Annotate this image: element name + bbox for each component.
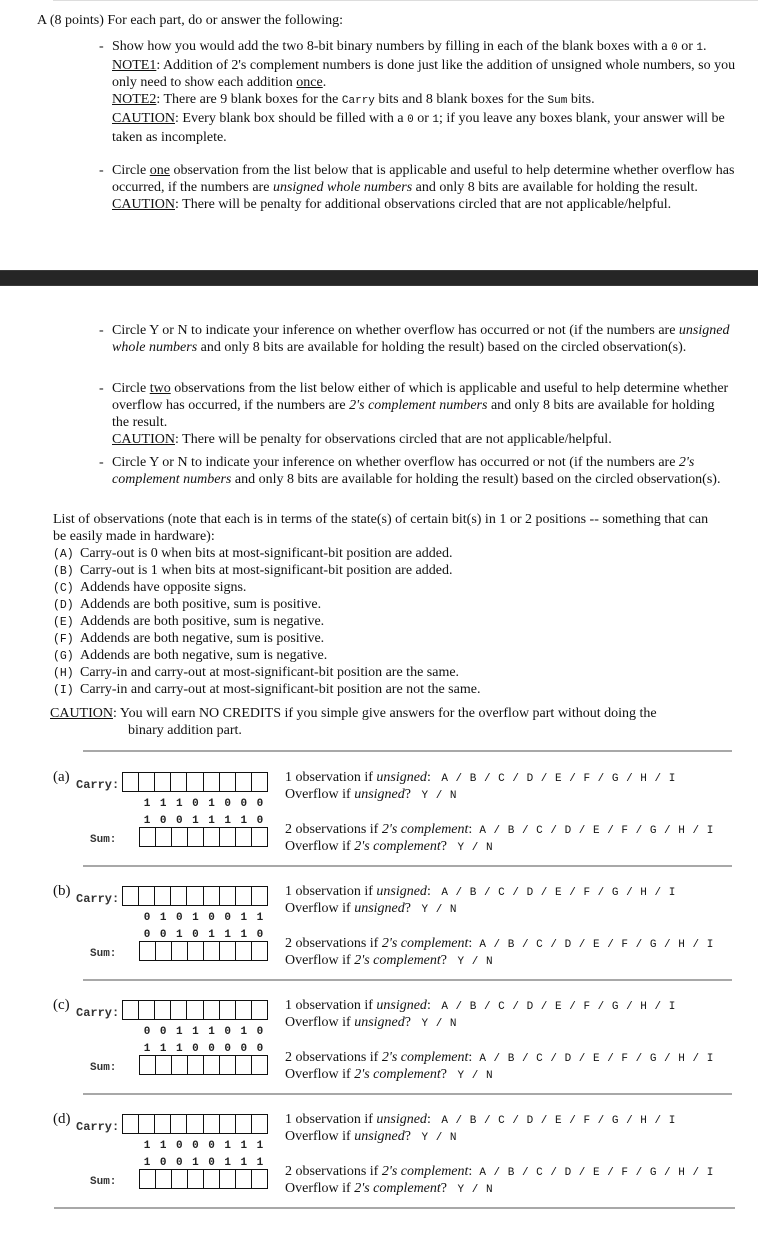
carry-box[interactable] [252, 773, 267, 791]
option-no[interactable]: N [449, 904, 458, 916]
sum-label: Sum: [90, 1176, 117, 1188]
option-b[interactable]: B [507, 939, 515, 951]
carry-box[interactable] [204, 773, 220, 791]
sum-label: Sum: [90, 948, 117, 960]
sum-boxes [139, 1169, 268, 1189]
carry-box[interactable] [139, 1115, 155, 1133]
option-no[interactable]: N [449, 1132, 458, 1144]
sum-box[interactable] [156, 1056, 172, 1074]
observations-intro: List of observations (note that each is in terms of the state(s) of certain bit(s) in 1 or 2 positions -- something that can be easily made in hardware): [53, 512, 709, 544]
unsigned-overflow-row: Overflow if unsigned? Y / N [285, 1129, 458, 1144]
carry-box[interactable] [204, 1115, 220, 1133]
carry-boxes [122, 772, 268, 792]
carry-box[interactable] [236, 887, 252, 905]
option-h[interactable]: H [678, 825, 686, 837]
twos-observation-row: 2 observations if 2's complement: A / B / C / D / E / F / G / H / I [285, 936, 714, 951]
option-e[interactable]: E [593, 825, 601, 837]
option-g[interactable]: G [649, 1053, 657, 1065]
option-h[interactable]: H [640, 1115, 648, 1127]
unsigned-observation-row: 1 observation if unsigned: A / B / C / D / E / F / G / H / I [285, 884, 676, 899]
bullet-dash: - [99, 39, 104, 54]
carry-box[interactable] [187, 887, 203, 905]
twos-overflow-row: Overflow if 2's complement? Y / N [285, 839, 494, 854]
sum-box[interactable] [236, 828, 252, 846]
option-a[interactable]: A [441, 1001, 449, 1013]
option-a[interactable]: A [441, 1115, 449, 1127]
option-i[interactable]: I [668, 1001, 676, 1013]
option-c[interactable]: C [498, 887, 506, 899]
observation-item-c: (C) Addends have opposite signs. [53, 580, 247, 595]
sum-boxes [139, 941, 268, 961]
option-f[interactable]: F [583, 1115, 591, 1127]
option-yes[interactable]: Y [457, 1070, 465, 1082]
sum-box[interactable] [220, 1170, 236, 1188]
divider-rule [54, 1207, 735, 1209]
option-f[interactable]: F [621, 1167, 629, 1179]
option-f[interactable]: F [583, 887, 591, 899]
problem-label: (a) [53, 769, 70, 785]
carry-label: Carry: [76, 892, 120, 906]
addend-2: 1 0 0 1 0 1 1 1 [143, 1157, 264, 1169]
option-i[interactable]: I [668, 773, 676, 785]
carry-box[interactable] [155, 887, 171, 905]
carry-box[interactable] [171, 773, 187, 791]
twos-observation-row: 2 observations if 2's complement: A / B / C / D / E / F / G / H / I [285, 1050, 714, 1065]
option-yes[interactable]: Y [421, 1018, 429, 1030]
option-i[interactable]: I [706, 1053, 714, 1065]
carry-box[interactable] [204, 1001, 220, 1019]
carry-box[interactable] [236, 1115, 252, 1133]
addend-1: 0 1 0 1 0 0 1 1 [143, 912, 264, 924]
option-f[interactable]: F [621, 825, 629, 837]
sum-label: Sum: [90, 1062, 117, 1074]
option-yes[interactable]: Y [457, 842, 465, 854]
unsigned-overflow-row: Overflow if unsigned? Y / N [285, 901, 458, 916]
caution-label: CAUTION [112, 197, 175, 212]
carry-box[interactable] [155, 1115, 171, 1133]
option-no[interactable]: N [449, 790, 458, 802]
carry-box[interactable] [220, 1115, 236, 1133]
observation-options: A / B / C / D / E / F / G / H / I [479, 1053, 714, 1065]
option-h[interactable]: H [640, 887, 648, 899]
sum-box[interactable] [172, 1170, 188, 1188]
sum-box[interactable] [236, 1170, 252, 1188]
option-h[interactable]: H [678, 939, 686, 951]
sum-box[interactable] [220, 942, 236, 960]
option-d[interactable]: D [526, 773, 534, 785]
problem-label: (c) [53, 997, 70, 1013]
carry-box[interactable] [155, 773, 171, 791]
carry-box[interactable] [220, 1001, 236, 1019]
twos-overflow-row: Overflow if 2's complement? Y / N [285, 1067, 494, 1082]
option-no[interactable]: N [485, 1184, 494, 1196]
instruction-bullet-3: - Circle Y or N to indicate your inference on whether overflow has occurred or not (if the numbers are unsigned whole numbers and only 8 bits are available for holding the result) based on the circled observation(s). [99, 323, 730, 355]
observation-item-a: (A) Carry-out is 0 when bits at most-significant-bit position are added. [53, 546, 453, 561]
option-i[interactable]: I [706, 939, 714, 951]
problem-c [0, 979, 758, 1093]
option-c[interactable]: C [498, 1115, 506, 1127]
twos-observation-row: 2 observations if 2's complement: A / B / C / D / E / F / G / H / I [285, 822, 714, 837]
option-g[interactable]: G [611, 1001, 619, 1013]
observation-item-i: (I) Carry-in and carry-out at most-significant-bit position are not the same. [53, 682, 481, 697]
option-h[interactable]: H [678, 1167, 686, 1179]
option-b[interactable]: B [469, 887, 477, 899]
option-i[interactable]: I [668, 887, 676, 899]
addend-2: 1 1 1 0 0 0 0 0 [143, 1043, 264, 1055]
carry-boxes [122, 1114, 268, 1134]
option-c[interactable]: C [498, 773, 506, 785]
carry-box[interactable] [252, 1115, 267, 1133]
option-h[interactable]: H [678, 1053, 686, 1065]
sum-box[interactable] [236, 942, 252, 960]
observations-list [53, 545, 733, 698]
sum-boxes [139, 1055, 268, 1075]
twos-overflow-row: Overflow if 2's complement? Y / N [285, 1181, 494, 1196]
sum-box[interactable] [220, 828, 236, 846]
carry-box[interactable] [139, 773, 155, 791]
observation-options: A / B / C / D / E / F / G / H / I [479, 939, 714, 951]
option-g[interactable]: G [649, 939, 657, 951]
option-i[interactable]: I [706, 825, 714, 837]
carry-boxes [122, 1000, 268, 1020]
sum-box[interactable] [156, 942, 172, 960]
option-g[interactable]: G [649, 825, 657, 837]
problem-b [0, 865, 758, 979]
problem-label: (d) [53, 1111, 71, 1127]
carry-box[interactable] [123, 887, 139, 905]
instruction-bullet-2: - Circle one observation from the list below that is applicable and useful to help determine whether overflow has occurred, if the numbers are unsigned whole numbers and only 8 bits are available for holding the result. CAUTION: There will be penalty for additional observations circled that are not applicable/helpful. [99, 163, 735, 212]
sum-box[interactable] [140, 1170, 156, 1188]
option-a[interactable]: A [441, 773, 449, 785]
carry-box[interactable] [187, 1115, 203, 1133]
carry-box[interactable] [123, 1115, 139, 1133]
unsigned-observation-row: 1 observation if unsigned: A / B / C / D / E / F / G / H / I [285, 770, 676, 785]
option-h[interactable]: H [640, 1001, 648, 1013]
carry-box[interactable] [187, 1001, 203, 1019]
carry-box[interactable] [155, 1001, 171, 1019]
note1-label: NOTE1 [112, 58, 157, 73]
sum-boxes [139, 827, 268, 847]
instruction-bullet-5: - Circle Y or N to indicate your inference on whether overflow has occurred or not (if the numbers are 2's complement numbers and only 8 bits are available for holding the result) based on the circled observation(s). [99, 455, 721, 487]
option-a[interactable]: A [441, 887, 449, 899]
option-g[interactable]: G [611, 773, 619, 785]
option-e[interactable]: E [593, 1053, 601, 1065]
sum-box[interactable] [140, 942, 156, 960]
sum-box[interactable] [140, 1056, 156, 1074]
option-d[interactable]: D [526, 1001, 534, 1013]
carry-box[interactable] [236, 773, 252, 791]
note2-label: NOTE2 [112, 92, 157, 107]
option-e[interactable]: E [555, 887, 563, 899]
sum-box[interactable] [252, 942, 267, 960]
sum-box[interactable] [204, 1170, 220, 1188]
option-d[interactable]: D [564, 1053, 572, 1065]
sum-box[interactable] [172, 942, 188, 960]
addend-1: 1 1 0 0 0 1 1 1 [143, 1140, 264, 1152]
sum-box[interactable] [172, 828, 188, 846]
option-no[interactable]: N [485, 1070, 494, 1082]
carry-label: Carry: [76, 1006, 120, 1020]
option-c[interactable]: C [536, 1053, 544, 1065]
option-no[interactable]: N [485, 956, 494, 968]
observation-options: A / B / C / D / E / F / G / H / I [441, 773, 676, 785]
sum-box[interactable] [188, 942, 204, 960]
carry-boxes [122, 886, 268, 906]
option-e[interactable]: E [555, 1115, 563, 1127]
option-d[interactable]: D [564, 1167, 572, 1179]
unsigned-observation-row: 1 observation if unsigned: A / B / C / D / E / F / G / H / I [285, 998, 676, 1013]
option-b[interactable]: B [507, 825, 515, 837]
unsigned-observation-row: 1 observation if unsigned: A / B / C / D / E / F / G / H / I [285, 1112, 676, 1127]
sum-box[interactable] [156, 1170, 172, 1188]
option-no[interactable]: N [485, 842, 494, 854]
observation-options: A / B / C / D / E / F / G / H / I [441, 887, 676, 899]
observation-item-e: (E) Addends are both positive, sum is negative. [53, 614, 325, 629]
sum-box[interactable] [204, 828, 220, 846]
option-d[interactable]: D [564, 825, 572, 837]
option-a[interactable]: A [479, 939, 487, 951]
option-f[interactable]: F [583, 773, 591, 785]
sum-box[interactable] [188, 1170, 204, 1188]
observation-options: A / B / C / D / E / F / G / H / I [479, 825, 714, 837]
caution-label: CAUTION [50, 706, 113, 721]
option-i[interactable]: I [706, 1167, 714, 1179]
observation-item-f: (F) Addends are both negative, sum is positive. [53, 631, 325, 646]
carry-box[interactable] [236, 1001, 252, 1019]
option-c[interactable]: C [498, 1001, 506, 1013]
twos-observation-row: 2 observations if 2's complement: A / B / C / D / E / F / G / H / I [285, 1164, 714, 1179]
option-e[interactable]: E [593, 1167, 601, 1179]
observation-options: A / B / C / D / E / F / G / H / I [441, 1115, 676, 1127]
option-no[interactable]: N [449, 1018, 458, 1030]
sum-box[interactable] [140, 828, 156, 846]
caution-label: CAUTION [112, 111, 175, 126]
sum-box[interactable] [188, 1056, 204, 1074]
option-yes[interactable]: Y [421, 904, 429, 916]
option-yes[interactable]: Y [421, 1132, 429, 1144]
problem-a [0, 751, 758, 865]
observation-options: A / B / C / D / E / F / G / H / I [479, 1167, 714, 1179]
carry-box[interactable] [252, 887, 267, 905]
instruction-bullet-1: - Show how you would add the two 8-bit binary numbers by filling in each of the blank boxes with a 0 or 1. NOTE1: Addition of 2's complement numbers is done just like the addition of unsigned whole numbers, so you only need to show each addition once. NOTE2: There are 9 blank boxes for the Carry bits and 8 blank boxes for the Sum bits. CAUTION: Every blank box should be filled with a 0 or 1; if you leave any boxes blank, your answer will be taken as incomplete. [99, 39, 736, 145]
problem-d [0, 1093, 758, 1207]
option-c[interactable]: C [536, 1167, 544, 1179]
sum-box[interactable] [204, 942, 220, 960]
unsigned-overflow-row: Overflow if unsigned? Y / N [285, 1015, 458, 1030]
observation-item-b: (B) Carry-out is 1 when bits at most-significant-bit position are added. [53, 563, 453, 578]
option-d[interactable]: D [526, 1115, 534, 1127]
option-b[interactable]: B [469, 1001, 477, 1013]
option-b[interactable]: B [507, 1167, 515, 1179]
addend-2: 0 0 1 0 1 1 1 0 [143, 929, 264, 941]
page-separator-bar [0, 270, 758, 286]
option-f[interactable]: F [621, 939, 629, 951]
question-title: A (8 points) For each part, do or answer the following: [37, 13, 343, 28]
option-f[interactable]: F [583, 1001, 591, 1013]
option-g[interactable]: G [611, 887, 619, 899]
option-b[interactable]: B [469, 773, 477, 785]
option-e[interactable]: E [555, 773, 563, 785]
carry-box[interactable] [252, 1001, 267, 1019]
option-c[interactable]: C [536, 939, 544, 951]
carry-label: Carry: [76, 778, 120, 792]
carry-box[interactable] [123, 1001, 139, 1019]
observation-item-h: (H) Carry-in and carry-out at most-significant-bit position are the same. [53, 665, 460, 680]
carry-box[interactable] [204, 887, 220, 905]
option-f[interactable]: F [621, 1053, 629, 1065]
addend-2: 1 0 0 1 1 1 1 0 [143, 815, 264, 827]
option-e[interactable]: E [555, 1001, 563, 1013]
carry-box[interactable] [171, 1001, 187, 1019]
twos-overflow-row: Overflow if 2's complement? Y / N [285, 953, 494, 968]
option-d[interactable]: D [564, 939, 572, 951]
sum-label: Sum: [90, 834, 117, 846]
sum-box[interactable] [252, 828, 267, 846]
carry-box[interactable] [187, 773, 203, 791]
carry-label: Carry: [76, 1120, 120, 1134]
sum-box[interactable] [220, 1056, 236, 1074]
carry-box[interactable] [171, 887, 187, 905]
carry-box[interactable] [123, 773, 139, 791]
carry-box[interactable] [220, 887, 236, 905]
sum-box[interactable] [204, 1056, 220, 1074]
observation-item-d: (D) Addends are both positive, sum is positive. [53, 597, 322, 612]
carry-box[interactable] [139, 1001, 155, 1019]
sum-box[interactable] [156, 828, 172, 846]
addend-1: 0 0 1 1 1 0 1 0 [143, 1026, 264, 1038]
sum-box[interactable] [236, 1056, 252, 1074]
instruction-bullet-4: - Circle two observations from the list below either of which is applicable and useful to help determine whether overflow has occurred, if the numbers are 2's complement numbers and only 8 bits are available for holding the result. CAUTION: There will be penalty for observations circled that are not applicable/helpful. [99, 381, 729, 447]
sum-box[interactable] [188, 828, 204, 846]
option-g[interactable]: G [649, 1167, 657, 1179]
option-b[interactable]: B [507, 1053, 515, 1065]
option-e[interactable]: E [593, 939, 601, 951]
no-credit-caution: CAUTION: You will earn NO CREDITS if you simple give answers for the overflow part without doing the binary addition part. [50, 706, 657, 738]
sum-box[interactable] [252, 1056, 267, 1074]
option-a[interactable]: A [479, 825, 487, 837]
option-a[interactable]: A [479, 1167, 487, 1179]
option-yes[interactable]: Y [457, 956, 465, 968]
caution-label: CAUTION [112, 432, 175, 447]
carry-box[interactable] [171, 1115, 187, 1133]
option-g[interactable]: G [611, 1115, 619, 1127]
addend-1: 1 1 1 0 1 0 0 0 [143, 798, 264, 810]
option-c[interactable]: C [536, 825, 544, 837]
observation-options: A / B / C / D / E / F / G / H / I [441, 1001, 676, 1013]
option-yes[interactable]: Y [421, 790, 429, 802]
sum-box[interactable] [252, 1170, 267, 1188]
carry-box[interactable] [220, 773, 236, 791]
problem-label: (b) [53, 883, 71, 899]
sum-box[interactable] [172, 1056, 188, 1074]
option-b[interactable]: B [469, 1115, 477, 1127]
observation-item-g: (G) Addends are both negative, sum is negative. [53, 648, 328, 663]
option-i[interactable]: I [668, 1115, 676, 1127]
option-d[interactable]: D [526, 887, 534, 899]
option-yes[interactable]: Y [457, 1184, 465, 1196]
option-h[interactable]: H [640, 773, 648, 785]
unsigned-overflow-row: Overflow if unsigned? Y / N [285, 787, 458, 802]
carry-box[interactable] [139, 887, 155, 905]
option-a[interactable]: A [479, 1053, 487, 1065]
top-divider [53, 0, 758, 1]
